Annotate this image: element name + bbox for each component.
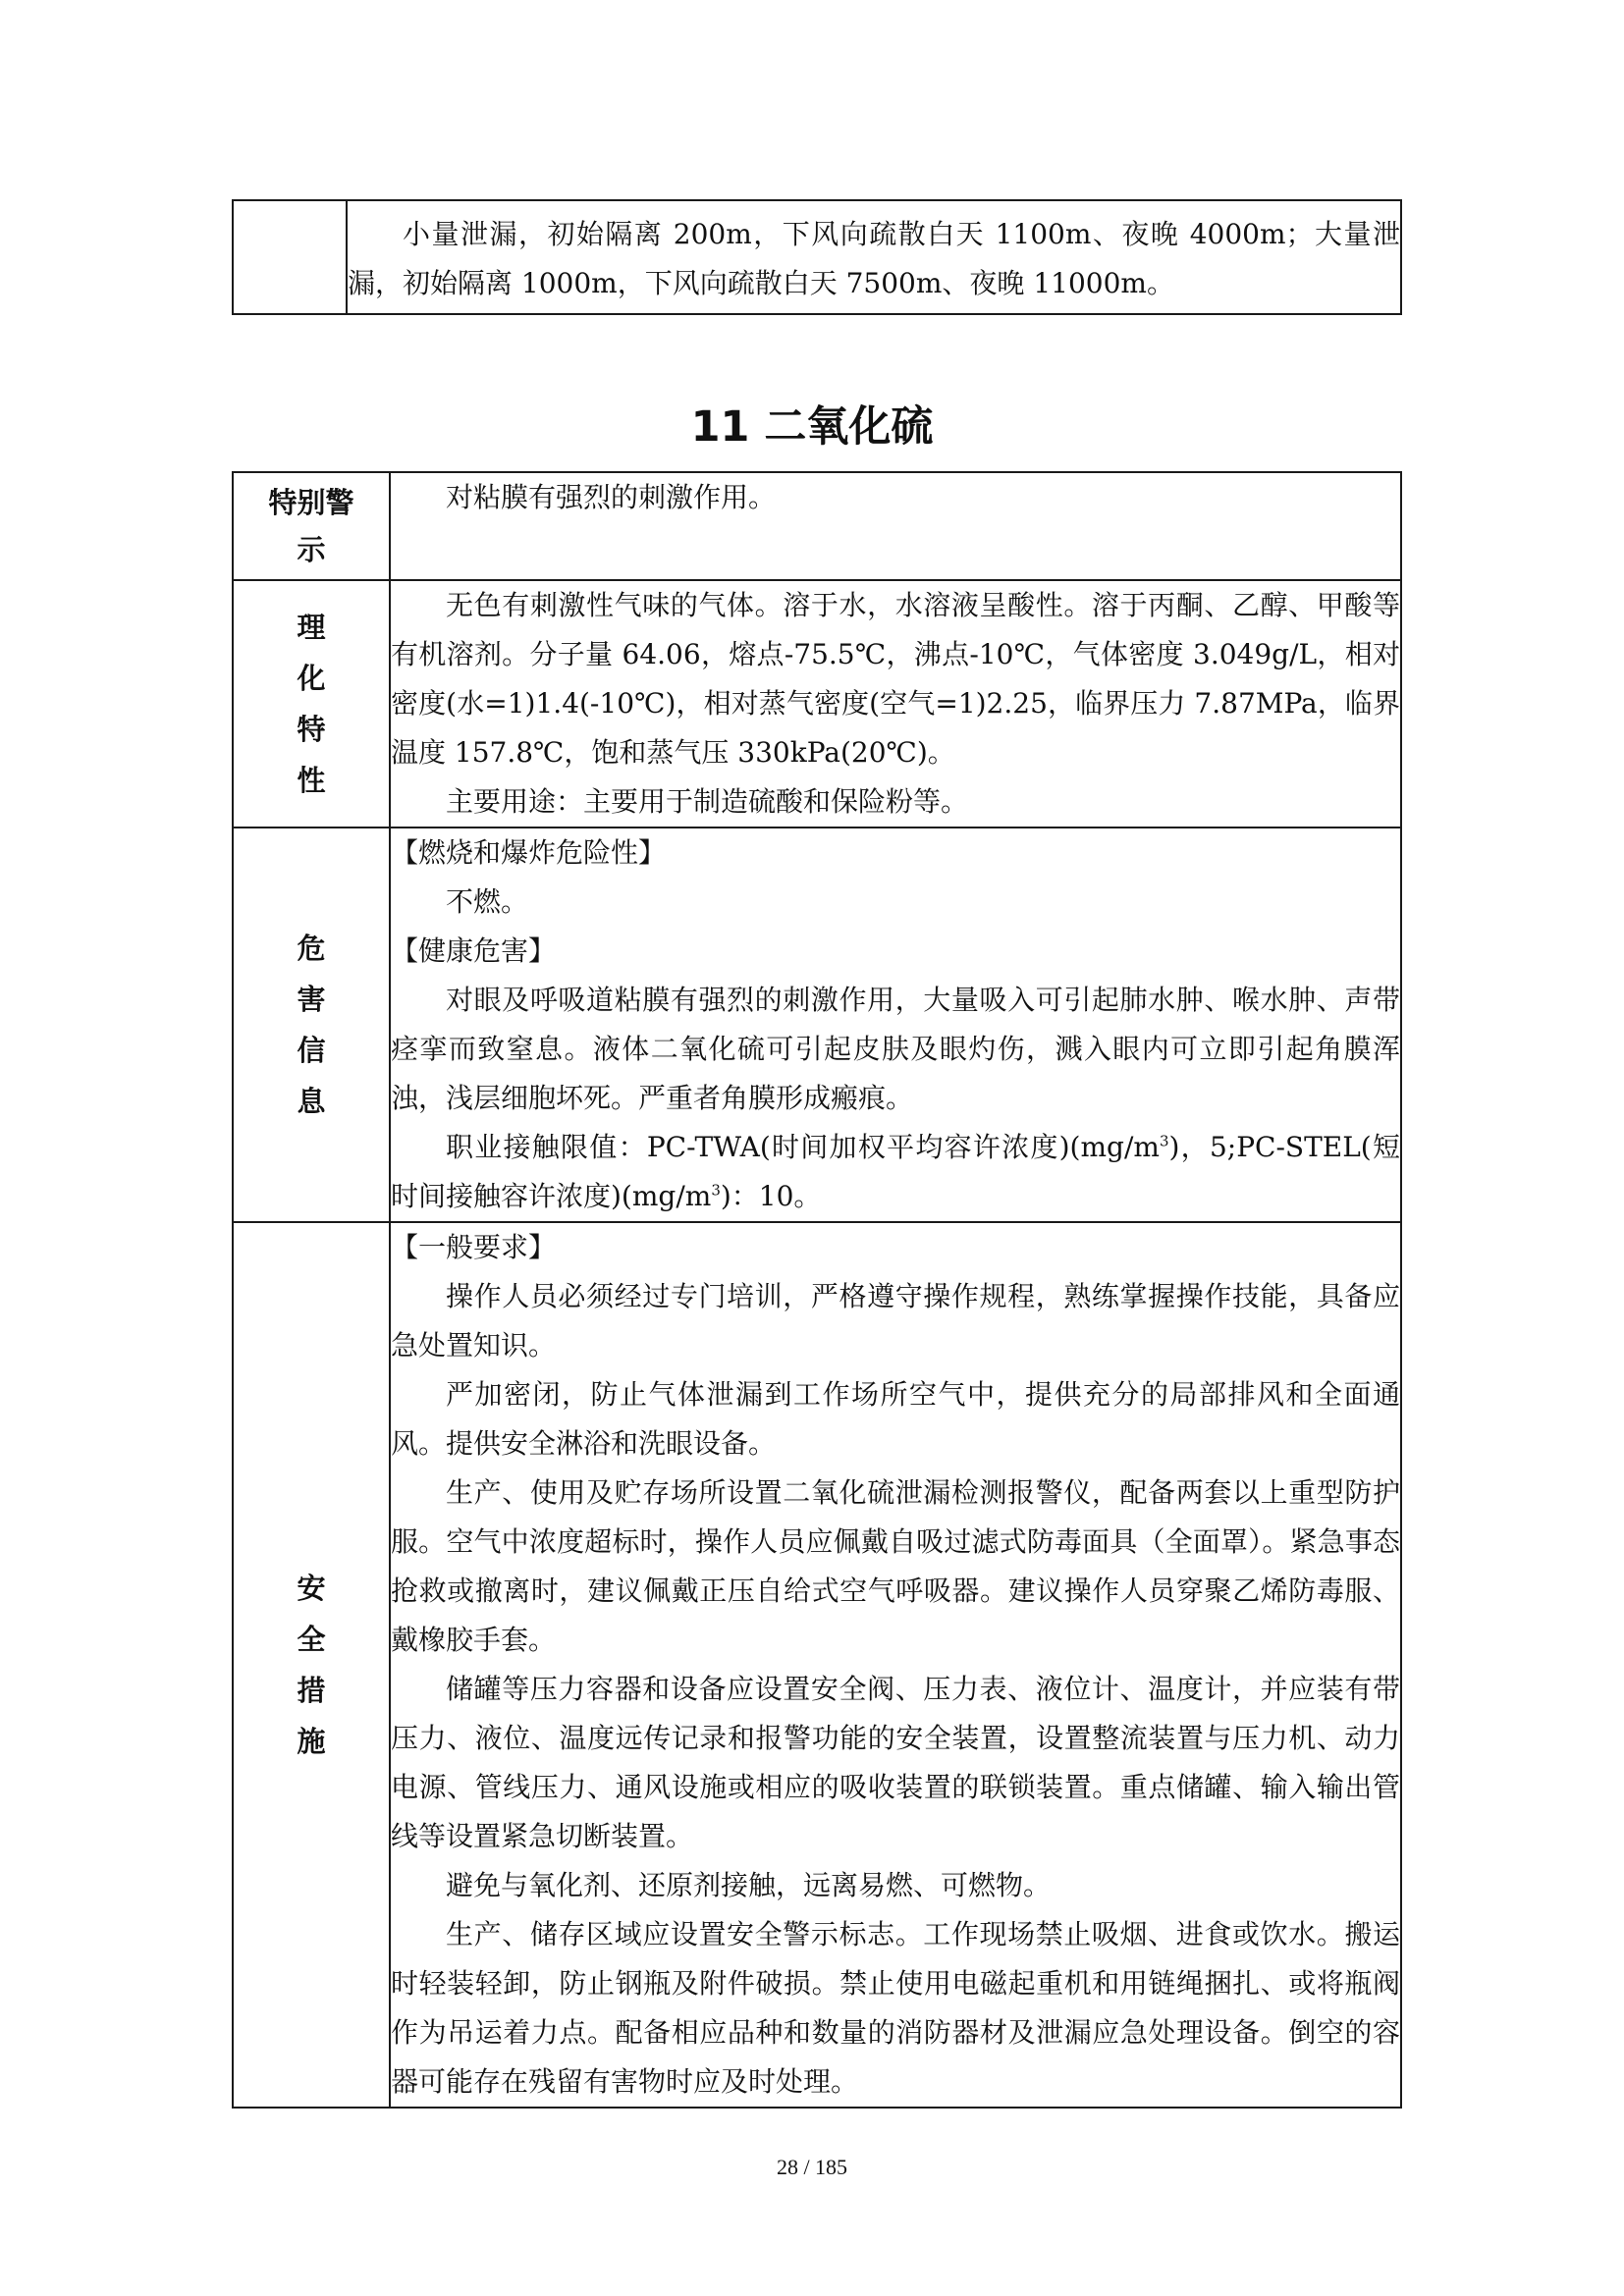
safety-sealing: 严加密闭，防止气体泄漏到工作场所空气中，提供充分的局部排风和全面通风。提供安全淋浴和洗眼设备。 [391,1378,1400,1460]
safety-avoid: 避免与氧化剂、还原剂接触，远离易燃、可燃物。 [446,1869,1052,1901]
warning-body [390,472,1401,580]
physchem-usage: 主要用途：主要用于制造硫酸和保险粉等。 [446,785,969,818]
warning-text: 对粘膜有强烈的刺激作用。 [446,481,777,513]
safety-training: 操作人员必须经过专门培训，严格遵守操作规程，熟练掌握操作技能，具备应急处置知识。 [391,1280,1400,1362]
safety-row [233,1222,1401,2108]
hazard-body [390,828,1401,1222]
safety-label: 安 全 措 施 [233,1222,390,2108]
hazard-label: 危 害 信 息 [233,828,390,1222]
continued-text: 小量泄漏，初始隔离 200m，下风向疏散白天 1100m、夜晚 4000m；大量泄漏，初始隔离 1000m，下风向疏散白天 7500m、夜晚 11000m。 [348,218,1400,299]
page-number: 28 / 185 [776,2155,848,2179]
hazard-fire-text: 不燃。 [446,885,529,918]
safety-body [390,1222,1401,2108]
hazard-row [233,828,1401,1222]
safety-storage: 生产、储存区域应设置安全警示标志。工作现场禁止吸烟、进食或饮水。搬运时轻装轻卸，防止钢瓶及附件破损。禁止使用电磁起重机和用链绳捆扎、或将瓶阀作为吊运着力点。配备相应品种和数量的消防器材及泄漏应急处理设备。倒空的容器可能存在残留有害物时应及时处理。 [391,1918,1400,2098]
physchem-body [390,580,1401,828]
continued-row [233,200,1401,314]
safety-detection: 生产、使用及贮存场所设置二氧化硫泄漏检测报警仪，配备两套以上重型防护服。空气中浓度超标时，操作人员应佩戴自吸过滤式防毒面具（全面罩）。紧急事态抢救或撤离时，建议佩戴正压自给式空气呼吸器。建议操作人员穿聚乙烯防毒服、戴橡胶手套。 [391,1476,1400,1656]
chemical-info-table [232,471,1402,2109]
warning-row [233,472,1401,580]
continued-label-cell [233,200,347,314]
physchem-row [233,580,1401,828]
hazard-health-text: 对眼及呼吸道粘膜有强烈的刺激作用，大量吸入可引起肺水肿、喉水肿、声带痉挛而致窒息。液体二氧化硫可引起皮肤及眼灼伤，溅入眼内可立即引起角膜浑浊，浅层细胞坏死。严重者角膜形成瘢痕。 [391,984,1400,1114]
safety-heading-general: 【一般要求】 [391,1231,557,1263]
physchem-label: 理 化 特 性 [233,580,390,828]
physchem-properties: 无色有刺激性气味的气体。溶于水，水溶液呈酸性。溶于丙酮、乙醇、甲酸等有机溶剂。分子量 64.06，熔点-75.5℃，沸点-10℃，气体密度 3.049g/L，相对密度(水=1)1.4(-10℃)，相对蒸气密度(空气=1)2.25，临界压力 7.87MPa，临界温度 157.8℃，饱和蒸气压 330kPa(20℃)。 [391,589,1400,769]
section-title: 11 二氧化硫 [690,402,934,452]
safety-pressure-vessels: 储罐等压力容器和设备应设置安全阀、压力表、液位计、温度计，并应装有带压力、液位、温度远传记录和报警功能的安全装置，设置整流装置与压力机、动力电源、管线压力、通风设施或相应的吸收装置的联锁装置。重点储罐、输入输出管线等设置紧急切断装置。 [391,1673,1400,1852]
warning-label: 特别警示 [233,472,390,580]
continued-table [232,199,1402,315]
hazard-heading-fire: 【燃烧和爆炸危险性】 [391,836,667,869]
hazard-exposure-limit: 职业接触限值：PC-TWA(时间加权平均容许浓度)$(mg/m^3)$，5;PC-STEL(短时间接触容许浓度)$(mg/m^3)$：10。 [391,1131,1400,1212]
continued-body-cell [347,200,1401,314]
hazard-heading-health: 【健康危害】 [391,934,557,967]
